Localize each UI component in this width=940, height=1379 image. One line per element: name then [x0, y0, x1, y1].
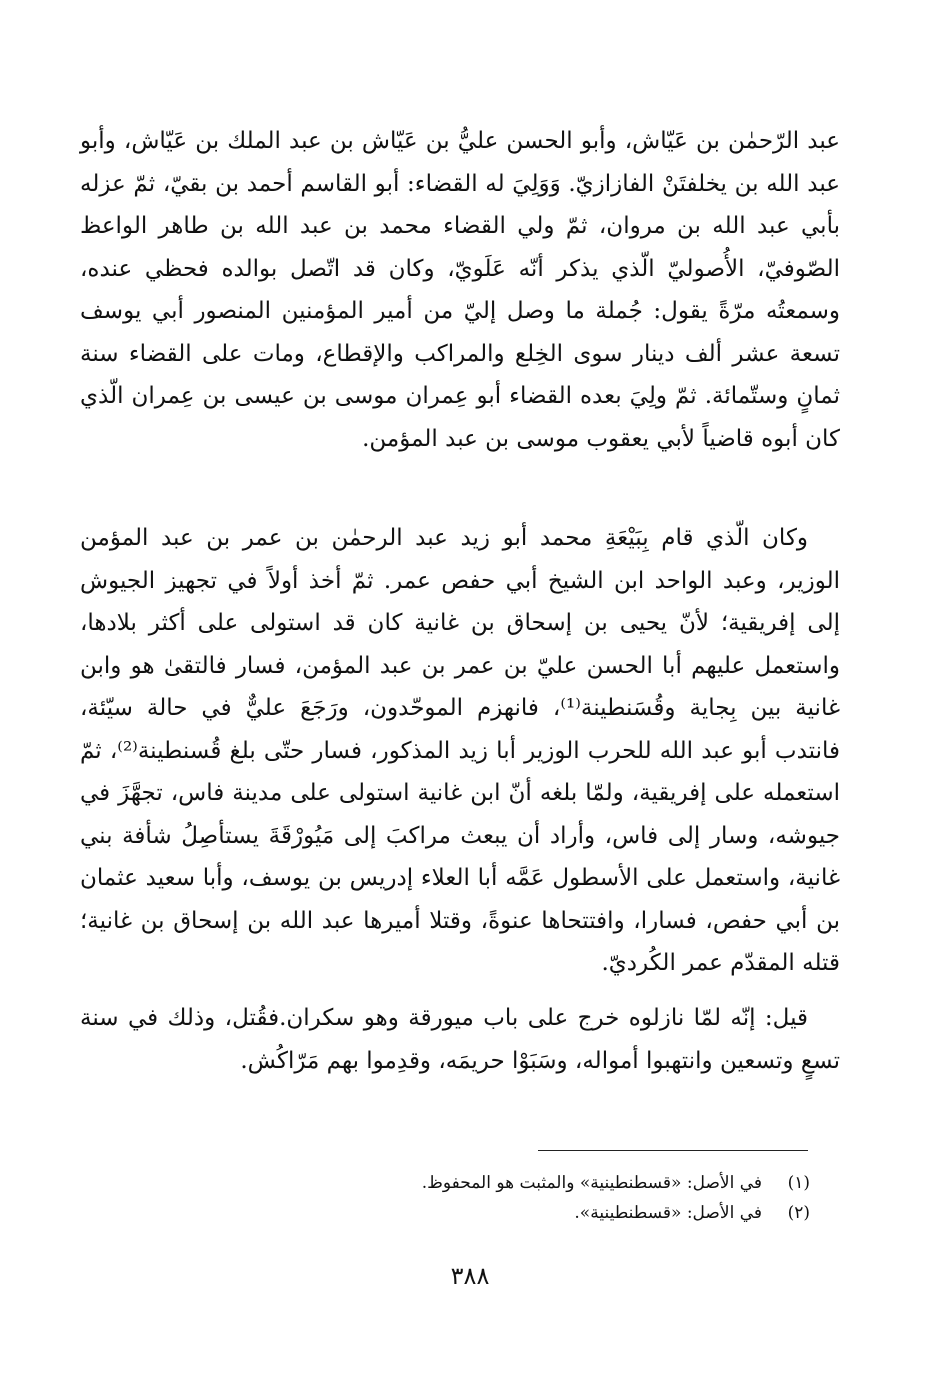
footnote-text: في الأصل: «قسطنطينية».	[574, 1203, 762, 1223]
body-paragraph-3: قيل: إنّه لمّا نازلوه خرج على باب ميورقة وهو سكران.فقُتل، وذلك في سنة تسعٍ وتسعين وانتهبوا أمواله، وسَبَوْا حريمَه، وقدِموا بهم مَرّاكُش.	[80, 1005, 840, 1074]
footnote-number: (٢)	[787, 1203, 810, 1223]
footnotes	[190, 1168, 810, 1228]
footnote-separator	[538, 1150, 808, 1151]
body-paragraph-2: وكان الّذي قام بِبَيْعَةِ محمد أبو زيد عبد الرحمٰن بن عمر بن عبد المؤمن الوزير، وعبد الواحد ابن الشيخ أبي حفص عمر. ثمّ أخذ أولاً في تجهيز الجيوش إلى إفريقية؛ لأنّ يحيى بن إسحاق بن غانية كان قد استولى على أكثر بلادها، واستعمل عليهم أبا الحسن عليّ بن عمر بن عبد المؤمن، فسار فالتقىٰ هو وابن غانية بين بِجاية وقُسَنطينة⁽¹⁾، فانهزم الموحّدون، ورَجَعَ عليٌّ في حالة سيّئة، فانتدب أبو عبد الله للحرب الوزير أبا زيد المذكور، فسار حتّى بلغ قُسنطينة⁽²⁾، ثمّ استعمله على إفريقية، ولمّا بلغه أنّ ابن غانية استولى على مدينة فاس، تجهَّزَ في جيوشه، وسار إلى فاس، وأراد أن يبعث مراكبَ إلى مَيُورْقَةَ يستأصِلُ شأفة بني غانية، واستعمل على الأسطول عَمَّه أبا العلاء إدريس بن يوسف، وأبا سعيد عثمان بن أبي حفص، فسارا، وافتتحاها عنوةً، وقتلا أميرها عبد الله بن إسحاق بن غانية؛ قتله المقدّم عمر الكُرديّ.	[80, 525, 841, 976]
body-paragraph-1: عبد الرّحمٰن بن عَيّاش، وأبو الحسن عليُّ بن عَيّاش بن عبد الملك بن عَيّاش، وأبو عبد الله بن يخلفتَنْ الفازازيّ. وَوَلِيَ له القضاء: أبو القاسم أحمد بن بقيّ، ثمّ عزله بأبي عبد الله بن مروان، ثمّ ولي القضاء محمد بن عبد الله بن طاهر الواعظ الصّوفيّ، الأُصوليّ الّذي يذكر أنّه عَلَويّ، وكان قد اتّصل بوالده فحظي عنده، وسمعتُه مرّةً يقول: جُملة ما وصل إليّ من أمير المؤمنين المنصور أبي يوسف تسعة عشر ألف دينار سوى الخِلع والمراكب والإقطاع، ومات على القضاء سنة ثمانٍ وستّمائة. ثمّ ولِيَ بعده القضاء أبو عِمران موسى بن عيسى بن عِمران الّذي كان أبوه قاضياً لأبي يعقوب موسى بن عبد المؤمن.	[80, 128, 840, 452]
footnote-2	[190, 1198, 810, 1228]
footnote-1	[190, 1168, 810, 1198]
footnote-number: (١)	[787, 1173, 810, 1193]
footnote-text: في الأصل: «قسطنطينية» والمثبت هو المحفوظ.	[421, 1173, 762, 1193]
page-number: ٣٨٨	[450, 1262, 490, 1290]
